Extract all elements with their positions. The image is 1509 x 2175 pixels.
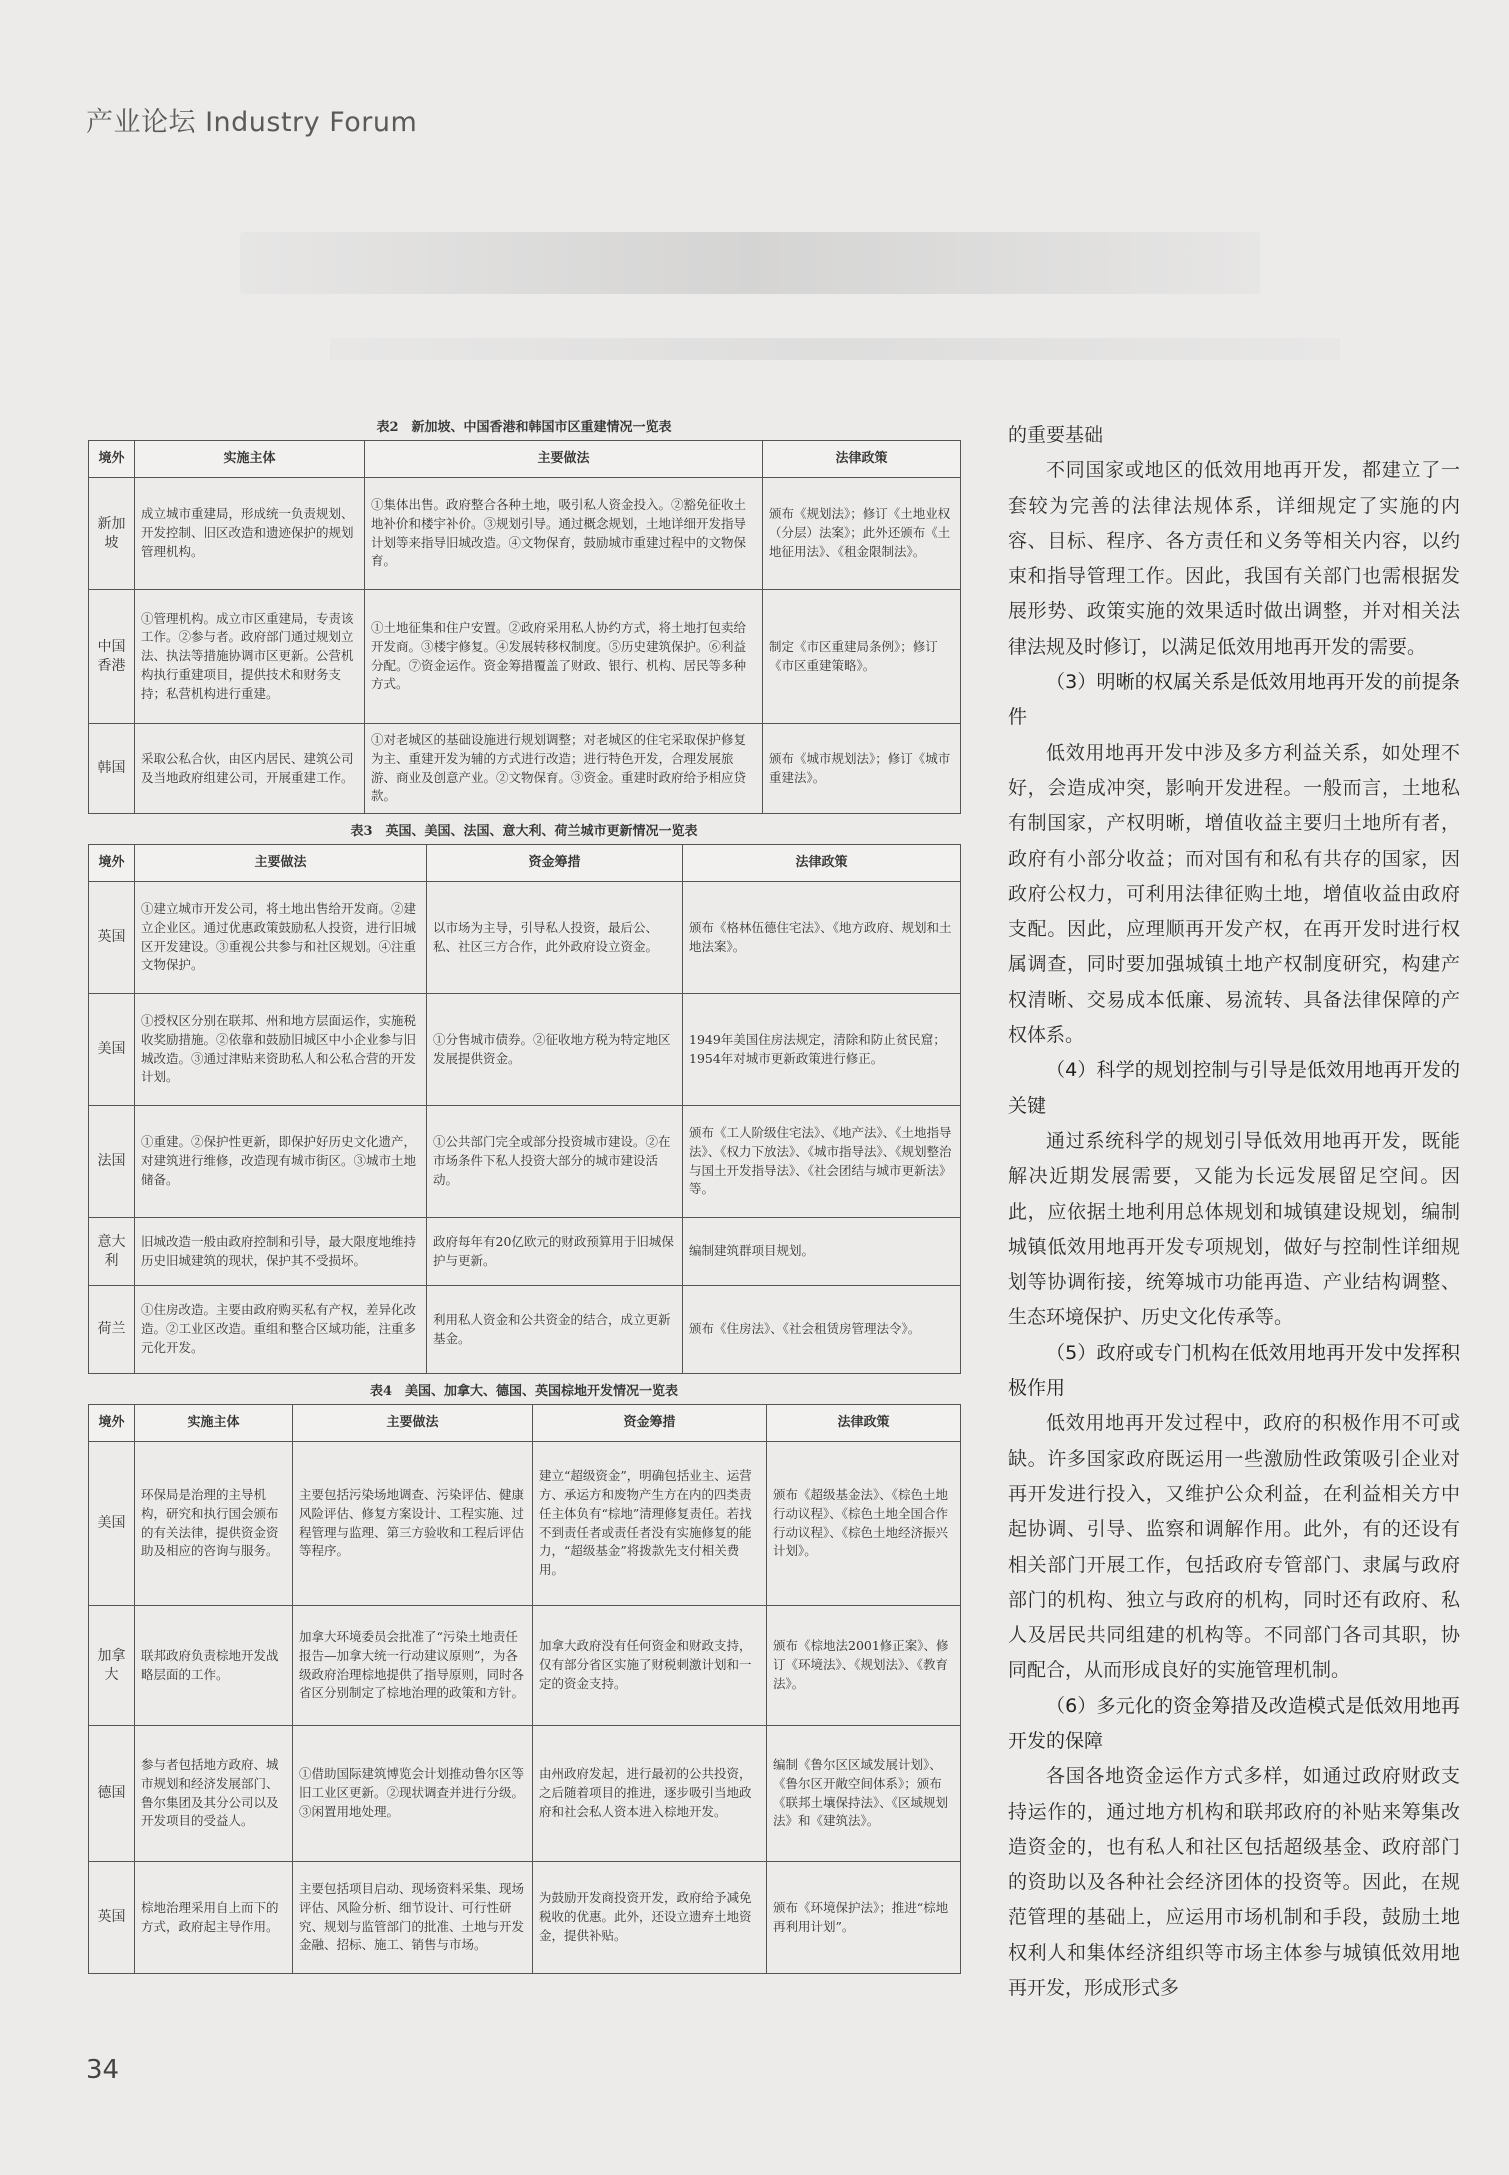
law-cell: 制定《市区重建局条例》；修订《市区重建策略》。 (763, 590, 961, 724)
table-row (89, 1726, 961, 1862)
region-cell: 加拿大 (89, 1606, 135, 1726)
law-cell: 颁布《环境保护法》；推进“棕地再利用计划”。 (767, 1862, 961, 1974)
table4 (88, 1404, 961, 1974)
table-row (89, 590, 961, 724)
practice-cell: ①建立城市开发公司，将土地出售给开发商。②建立企业区。通过优惠政策鼓励私人投资，进行旧城区开发建设。③重视公共参与和社区规划。④注重文物保护。 (135, 882, 427, 994)
practice-cell: ①重建。②保护性更新，即保护好历史文化遗产，对建筑进行维修，改造现有城市街区。③城市土地储备。 (135, 1106, 427, 1218)
law-cell: 颁布《棕地法2001修正案》、修订《环境法》、《规划法》、《教育法》。 (767, 1606, 961, 1726)
subject-cell: 联邦政府负责棕地开发战略层面的工作。 (135, 1606, 293, 1726)
table-row (89, 478, 961, 590)
body-text-column (1008, 418, 1460, 2006)
table3-header-cell: 境外 (89, 845, 135, 882)
paragraph: 不同国家或地区的低效用地再开发，都建立了一套较为完善的法律法规体系，详细规定了实施的内容、目标、程序、各方责任和义务等相关内容，以约束和指导管理工作。因此，我国有关部门也需根据发展形势、政策实施的效果适时做出调整，并对相关法律法规及时修订，以满足低效用地再开发的需要。 (1008, 459, 1460, 658)
funding-cell: ①公共部门完全或部分投资城市建设。②在市场条件下私人投资大部分的城市建设活动。 (427, 1106, 683, 1218)
funding-cell: 为鼓励开发商投资开发，政府给予减免税收的优惠。此外，还设立遗弃土地资金，提供补贴。 (533, 1862, 767, 1974)
table-row (89, 1286, 961, 1374)
funding-cell: 政府每年有20亿欧元的财政预算用于旧城保护与更新。 (427, 1218, 683, 1286)
subject-cell: 成立城市重建局，形成统一负责规划、开发控制、旧区改造和遗迹保护的规划管理机构。 (135, 478, 365, 590)
table3-caption: 表3 英国、美国、法国、意大利、荷兰城市更新情况一览表 (350, 824, 698, 839)
table3-header-cell: 资金筹措 (427, 845, 683, 882)
law-cell: 颁布《住房法》、《社会租赁房管理法令》。 (683, 1286, 961, 1374)
table-row (89, 724, 961, 814)
funding-cell: 建立“超级资金”，明确包括业主、运营方、承运方和废物产生方在内的四类责任主体负有“棕地”清理修复责任。若找不到责任者或责任者没有实施修复的能力，“超级基金”将拨款先支付相关费用。 (533, 1442, 767, 1606)
region-cell: 意大利 (89, 1218, 135, 1286)
tables-column (88, 416, 960, 1974)
table-row (89, 1106, 961, 1218)
table2-header-cell: 法律政策 (763, 441, 961, 478)
law-cell: 颁布《超级基金法》、《棕色土地行动议程》、《棕色土地全国合作行动议程》、《棕色土地经济振兴计划》。 (767, 1442, 961, 1606)
law-cell: 编制《鲁尔区区域发展计划》、《鲁尔区开敞空间体系》；颁布《联邦土壤保持法》、《区域规划法》和《建筑法》。 (767, 1726, 961, 1862)
table4-header-row (89, 1405, 961, 1442)
table4-header-cell: 境外 (89, 1405, 135, 1442)
table3-header-cell: 法律政策 (683, 845, 961, 882)
funding-cell: 利用私人资金和公共资金的结合，成立更新基金。 (427, 1286, 683, 1374)
table4-header-cell: 主要做法 (293, 1405, 533, 1442)
table-row (89, 1218, 961, 1286)
practice-cell: ①借助国际建筑博览会计划推动鲁尔区等旧工业区更新。②现状调查并进行分级。③闲置用地处理。 (293, 1726, 533, 1862)
paragraph: 的重要基础 (1008, 424, 1104, 446)
practice-cell: ①土地征集和住户安置。②政府采用私人协约方式，将土地打包卖给开发商。③楼宇修复。④发展转移权制度。⑤历史建筑保护。⑥利益分配。⑦资金运作。资金筹措覆盖了财政、银行、机构、居民等多种方式。 (365, 590, 763, 724)
law-cell: 颁布《工人阶级住宅法》、《地产法》、《土地指导法》、《权力下放法》、《城市指导法》、《规划整治与国土开发指导法》、《社会团结与城市更新法》等。 (683, 1106, 961, 1218)
funding-cell: 以市场为主导，引导私人投资，最后公、私、社区三方合作，此外政府设立资金。 (427, 882, 683, 994)
law-cell: 1949年美国住房法规定，清除和防止贫民窟；1954年对城市更新政策进行修正。 (683, 994, 961, 1106)
subject-cell: 采取公私合伙，由区内居民、建筑公司及当地政府组建公司，开展重建工作。 (135, 724, 365, 814)
section-header: 产业论坛 Industry Forum (86, 107, 418, 138)
table2-header-cell: 主要做法 (365, 441, 763, 478)
table-row (89, 994, 961, 1106)
funding-cell: 加拿大政府没有任何资金和财政支持，仅有部分省区实施了财税刺激计划和一定的资金支持。 (533, 1606, 767, 1726)
table4-header-cell: 实施主体 (135, 1405, 293, 1442)
table2 (88, 440, 961, 814)
practice-cell: 加拿大环境委员会批准了“污染土地责任报告—加拿大统一行动建议原则”，为各级政府治理棕地提供了指导原则，同时各省区分别制定了棕地治理的政策和方针。 (293, 1606, 533, 1726)
region-cell: 法国 (89, 1106, 135, 1218)
region-cell: 荷兰 (89, 1286, 135, 1374)
region-cell: 德国 (89, 1726, 135, 1862)
law-cell: 颁布《城市规划法》；修订《城市重建法》。 (763, 724, 961, 814)
table2-caption: 表2 新加坡、中国香港和韩国市区重建情况一览表 (376, 420, 672, 435)
practice-cell: ①授权区分别在联邦、州和地方层面运作，实施税收奖励措施。②依靠和鼓励旧城区中小企业参与旧城改造。③通过津贴来资助私人和公私合营的开发计划。 (135, 994, 427, 1106)
paragraph: 各国各地资金运作方式多样，如通过政府财政支持运作的，通过地方机构和联邦政府的补贴来筹集改造资金的，也有私人和社区包括超级基金、政府部门的资助以及各种社会经济团体的投资等。因此，在规范管理的基础上，应运用市场机制和手段，鼓励土地权利人和集体经济组织等市场主体参与城镇低效用地再开发，形成形式多 (1008, 1765, 1460, 2000)
region-cell: 英国 (89, 1862, 135, 1974)
region-cell: 韩国 (89, 724, 135, 814)
table-row (89, 1606, 961, 1726)
table-row (89, 1442, 961, 1606)
law-cell: 颁布《格林伍德住宅法》、《地方政府、规划和土地法案》。 (683, 882, 961, 994)
subject-cell: 环保局是治理的主导机构，研究和执行国会颁布的有关法律，提供资金资助及相应的咨询与服务。 (135, 1442, 293, 1606)
practice-cell: 旧城改造一般由政府控制和引导，最大限度地维持历史旧城建筑的现状，保护其不受损坏。 (135, 1218, 427, 1286)
region-cell: 美国 (89, 994, 135, 1106)
region-cell: 中国香港 (89, 590, 135, 724)
section-heading: （6）多元化的资金筹措及改造模式是低效用地再开发的保障 (1008, 1694, 1460, 1752)
funding-cell: ①分售城市债券。②征收地方税为特定地区发展提供资金。 (427, 994, 683, 1106)
table2-header-cell: 实施主体 (135, 441, 365, 478)
faded-title-banner (240, 232, 1260, 294)
practice-cell: 主要包括项目启动、现场资料采集、现场评估、风险分析、细节设计、可行性研究、规划与监管部门的批准、土地与开发金融、招标、施工、销售与市场。 (293, 1862, 533, 1974)
section-heading: （4）科学的规划控制与引导是低效用地再开发的关键 (1008, 1059, 1460, 1117)
practice-cell: ①对老城区的基础设施进行规划调整；对老城区的住宅采取保护修复为主、重建开发为辅的方式进行改造；进行特色开发，合理发展旅游、商业及创意产业。②文物保育。③资金。重建时政府给予相应贷款。 (365, 724, 763, 814)
practice-cell: 主要包括污染场地调查、污染评估、健康风险评估、修复方案设计、工程实施、过程管理与监理、第三方验收和工程后评估等程序。 (293, 1442, 533, 1606)
faded-subtitle-banner (330, 338, 1340, 360)
region-cell: 新加坡 (89, 478, 135, 590)
table3 (88, 844, 961, 1374)
table2-header-cell: 境外 (89, 441, 135, 478)
page-number: 34 (86, 2055, 120, 2085)
table4-header-cell: 法律政策 (767, 1405, 961, 1442)
funding-cell: 由州政府发起，进行最初的公共投资，之后随着项目的推进，逐步吸引当地政府和社会私人资本进入棕地开发。 (533, 1726, 767, 1862)
table4-header-cell: 资金筹措 (533, 1405, 767, 1442)
region-cell: 英国 (89, 882, 135, 994)
section-heading: （3）明晰的权属关系是低效用地再开发的前提条件 (1008, 671, 1460, 729)
subject-cell: 参与者包括地方政府、城市规划和经济发展部门、鲁尔集团及其分公司以及开发项目的受益人。 (135, 1726, 293, 1862)
law-cell: 颁布《规划法》；修订《土地业权（分层）法案》；此外还颁布《土地征用法》、《租金限制法》。 (763, 478, 961, 590)
table3-header-cell: 主要做法 (135, 845, 427, 882)
subject-cell: ①管理机构。成立市区重建局，专责该工作。②参与者。政府部门通过规划立法、执法等措施协调市区更新。公营机构执行重建项目，提供技术和财务支持；私营机构进行重建。 (135, 590, 365, 724)
practice-cell: ①住房改造。主要由政府购买私有产权，差异化改造。②工业区改造。重组和整合区域功能，注重多元化开发。 (135, 1286, 427, 1374)
section-heading: （5）政府或专门机构在低效用地再开发中发挥积极作用 (1008, 1341, 1460, 1400)
practice-cell: ①集体出售。政府整合各种土地，吸引私人资金投入。②豁免征收土地补价和楼宇补价。③规划引导。通过概念规划，土地详细开发指导计划等来指导旧城改造。④文物保育，鼓励城市重建过程中的文物保育。 (365, 478, 763, 590)
table3-header-row (89, 845, 961, 882)
table-row (89, 1862, 961, 1974)
table4-caption: 表4 美国、加拿大、德国、英国棕地开发情况一览表 (369, 1384, 679, 1399)
paragraph: 低效用地再开发中涉及多方利益关系，如处理不好，会造成冲突，影响开发进程。一般而言，土地私有制国家，产权明晰，增值收益主要归土地所有者，政府有小部分收益；而对国有和私有共存的国家，因政府公权力，可利用法律征购土地，增值收益由政府支配。因此，应理顺再开发产权，在再开发时进行权属调查，同时要加强城镇土地产权制度研究，构建产权清晰、交易成本低廉、易流转、具备法律保障的产权体系。 (1008, 741, 1460, 1047)
region-cell: 美国 (89, 1442, 135, 1606)
paragraph: 通过系统科学的规划引导低效用地再开发，既能解决近期发展需要，又能为长远发展留足空间。因此，应依据土地利用总体规划和城镇建设规划，编制城镇低效用地再开发专项规划，做好与控制性详细规划等协调衔接，统筹城市功能再造、产业结构调整、生态环境保护、历史文化传承等。 (1008, 1129, 1460, 1329)
law-cell: 编制建筑群项目规划。 (683, 1218, 961, 1286)
paragraph: 低效用地再开发过程中，政府的积极作用不可或缺。许多国家政府既运用一些激励性政策吸引企业对再开发进行投入，又维护公众利益，在利益相关方中起协调、引导、监察和调解作用。此外，有的还设有相关部门开展工作，包括政府专管部门、隶属与政府部门的机构、独立与政府的机构，同时还有政府、私人及居民共同组建的机构等。不同部门各司其职，协同配合，从而形成良好的实施管理机制。 (1008, 1412, 1460, 1682)
subject-cell: 棕地治理采用自上而下的方式，政府起主导作用。 (135, 1862, 293, 1974)
table-row (89, 882, 961, 994)
table2-header-row (89, 441, 961, 478)
